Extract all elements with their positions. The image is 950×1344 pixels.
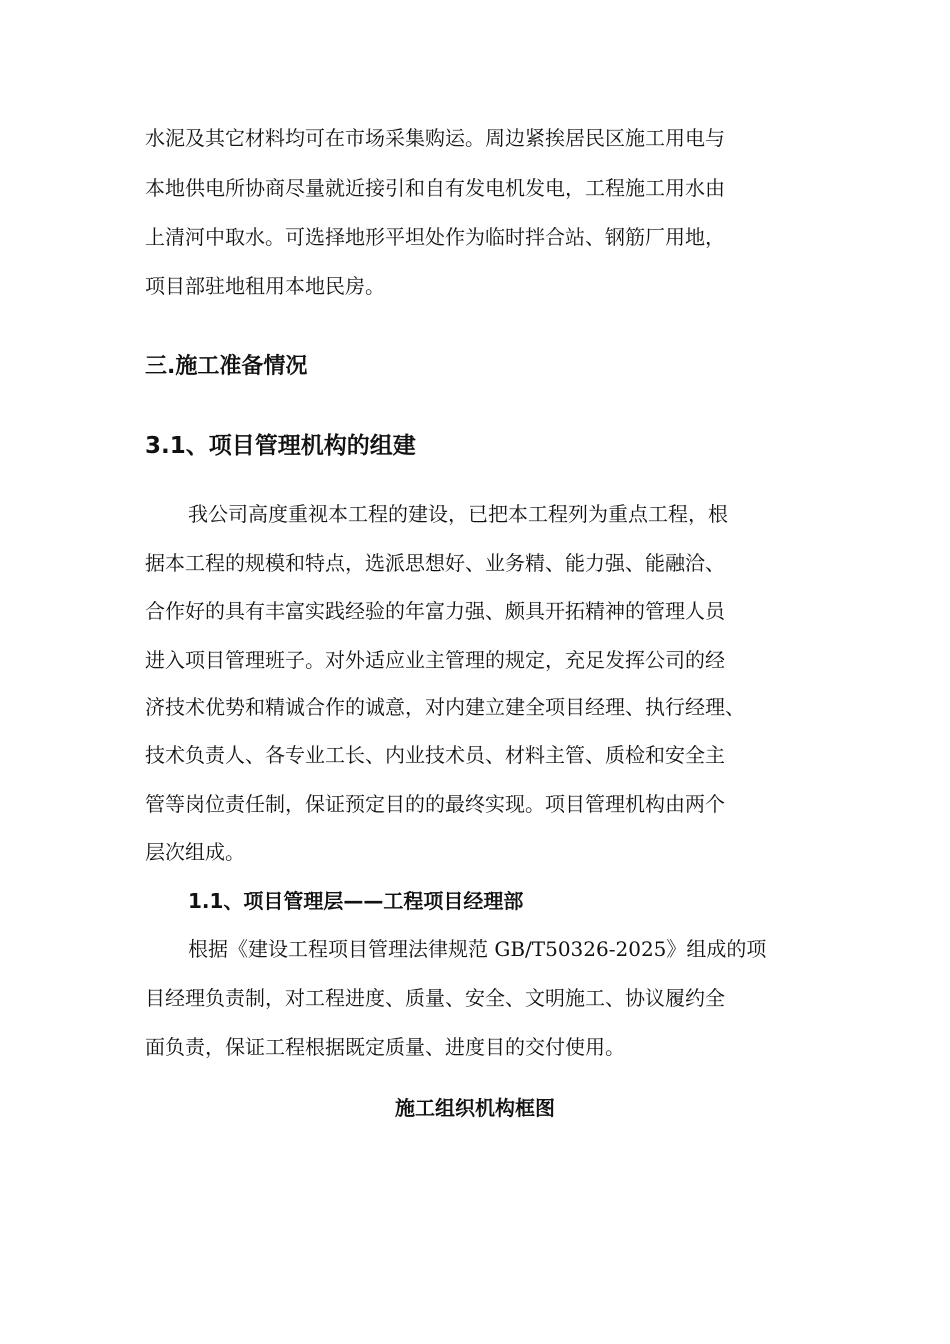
main-paragraph-line-7: 管等岗位责任制，保证预定目的的最终实现。项目管理机构由两个 — [145, 792, 725, 816]
main-paragraph-line-1: 我公司高度重视本工程的建设，已把本工程列为重点工程，根 — [188, 502, 728, 526]
main-paragraph-line-5: 济技术优势和精诚合作的诚意，对内建立建全项目经理、执行经理、 — [145, 695, 745, 719]
main-paragraph-line-6: 技术负责人、各专业工长、内业技术员、材料主管、质检和安全主 — [145, 743, 725, 767]
subsection-title: 3.1、项目管理机构的组建 — [145, 433, 416, 459]
management-layer-heading: 1.1、项目管理层——工程项目经理部 — [188, 889, 524, 913]
main-paragraph-line-3: 合作好的具有丰富实践经验的年富力强、颇具开拓精神的管理人员 — [145, 599, 725, 623]
main-paragraph-line-4: 进入项目管理班子。对外适应业主管理的规定，充足发挥公司的经 — [145, 648, 725, 672]
intro-line-1: 水泥及其它材料均可在市场采集购运。周边紧挨居民区施工用电与 — [145, 126, 725, 150]
intro-line-2: 本地供电所协商尽量就近接引和自有发电机发电，工程施工用水由 — [145, 176, 725, 200]
intro-line-3: 上清河中取水。可选择地形平坦处作为临时拌合站、钢筋厂用地， — [145, 225, 725, 249]
intro-line-4: 项目部驻地租用本地民房。 — [145, 274, 385, 298]
section-title: 三.施工准备情况 — [145, 354, 308, 379]
main-paragraph-line-8: 层次组成。 — [145, 840, 245, 864]
management-paragraph-line-1: 根据《建设工程项目管理法律规范 GB/T50326-2025》组成的项 — [188, 937, 767, 961]
management-paragraph-line-2: 目经理负责制，对工程进度、质量、安全、文明施工、协议履约全 — [145, 986, 725, 1010]
figure-caption: 施工组织机构框图 — [395, 1096, 555, 1120]
management-paragraph-line-3: 面负责，保证工程根据既定质量、进度目的交付使用。 — [145, 1035, 625, 1059]
main-paragraph-line-2: 据本工程的规模和特点，选派思想好、业务精、能力强、能融洽、 — [145, 551, 725, 575]
